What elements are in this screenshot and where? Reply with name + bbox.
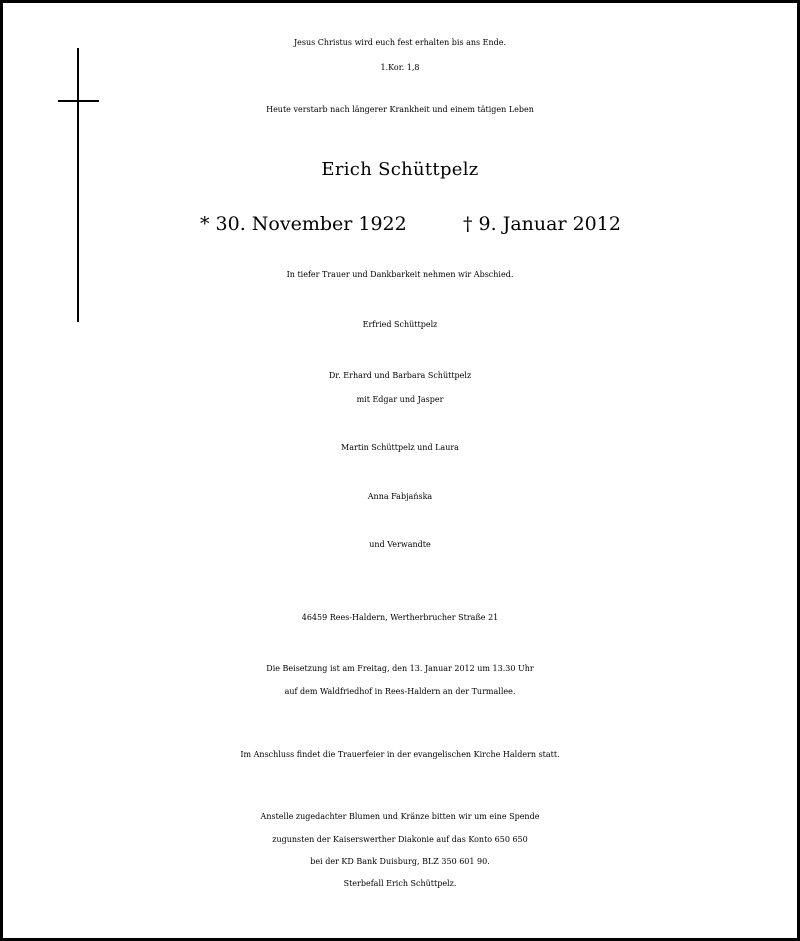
- cross-icon-bar: [58, 100, 99, 102]
- mourner-line: Dr. Erhard und Barbara Schüttpelz: [328, 371, 472, 380]
- intro-text: Heute verstarb nach längerer Krankheit und einem tätigen Leben: [266, 105, 534, 114]
- bible-verse: Jesus Christus wird euch fest erhalten bis ans Ende.: [293, 38, 507, 47]
- mourner-line: Erfried Schüttpelz: [362, 320, 438, 329]
- birth-date: * 30. November 1922: [200, 213, 407, 235]
- farewell-text: In tiefer Trauer und Dankbarkeit nehmen wir Abschied.: [286, 270, 514, 279]
- donation-info-line: Anstelle zugedachter Blumen und Kränze bitten wir um eine Spende: [260, 812, 540, 821]
- donation-info-line: zugunsten der Kaiserswerther Diakonie auf das Konto 650 650: [272, 835, 528, 844]
- mourner-line: und Verwandte: [369, 540, 431, 549]
- cross-icon: [77, 48, 79, 322]
- death-date: † 9. Januar 2012: [463, 213, 621, 235]
- burial-info-line: auf dem Waldfriedhof in Rees-Haldern an der Turmallee.: [284, 687, 516, 696]
- burial-info-line: Die Beisetzung ist am Freitag, den 13. Januar 2012 um 13.30 Uhr: [266, 664, 534, 673]
- donation-info-line: Sterbefall Erich Schüttpelz.: [343, 879, 457, 888]
- family-address: 46459 Rees-Haldern, Wertherbrucher Straße 21: [301, 613, 499, 622]
- deceased-name: Erich Schüttpelz: [321, 159, 479, 180]
- life-dates: [3, 215, 797, 239]
- mourner-line: mit Edgar und Jasper: [356, 395, 444, 404]
- memorial-service-info: Im Anschluss findet die Trauerfeier in der evangelischen Kirche Haldern statt.: [240, 750, 560, 759]
- verse-reference: 1.Kor. 1,8: [380, 63, 420, 72]
- mourner-line: Anna Fabjańska: [367, 492, 433, 501]
- mourner-line: Martin Schüttpelz und Laura: [341, 443, 459, 452]
- donation-info-line: bei der KD Bank Duisburg, BLZ 350 601 90.: [310, 857, 490, 866]
